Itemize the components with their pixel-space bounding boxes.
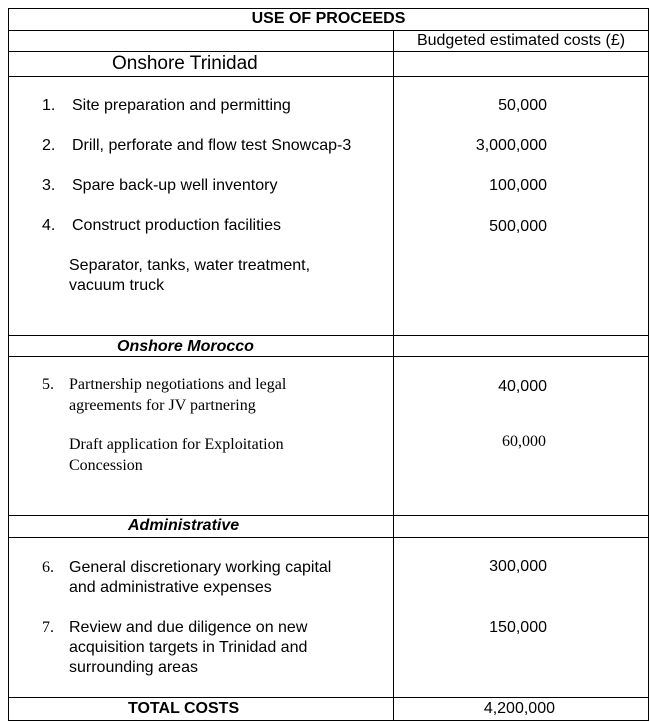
- border-left: [8, 8, 9, 721]
- total-label: TOTAL COSTS: [128, 700, 240, 717]
- item-number: 1.: [42, 97, 56, 114]
- section-heading-administrative: Administrative: [128, 517, 240, 534]
- row-divider-trinidad-end: [8, 335, 649, 336]
- item-number: 2.: [42, 137, 56, 154]
- list-item-draft-line: Draft application for Exploitation: [69, 436, 284, 453]
- item-cost: 3,000,000: [475, 137, 547, 154]
- list-item-2: [42, 136, 352, 156]
- row-divider-morocco-heading-top: [8, 356, 649, 357]
- section-heading-trinidad: Onshore Trinidad: [112, 53, 258, 74]
- list-item-7-line: surrounding areas: [69, 659, 198, 676]
- item-cost: 40,000: [498, 378, 547, 395]
- row-divider-trinidad-heading: [8, 76, 649, 77]
- item-cost: 50,000: [498, 97, 547, 114]
- item-cost: 150,000: [489, 619, 547, 636]
- list-item-3: [42, 176, 278, 196]
- item-label: Spare back-up well inventory: [72, 177, 278, 194]
- list-item-6-number: 6.: [42, 559, 54, 576]
- list-item-draft-line: Concession: [69, 457, 143, 474]
- border-right: [648, 8, 649, 721]
- list-item-1: [42, 96, 291, 116]
- border-bottom: [8, 720, 649, 721]
- section-heading-morocco: Onshore Morocco: [117, 338, 254, 355]
- row-divider-admin-end: [8, 697, 649, 698]
- item-note-line: Separator, tanks, water treatment,: [69, 257, 311, 274]
- item-number: 3.: [42, 177, 56, 194]
- cost-column-header: Budgeted estimated costs (£): [416, 32, 626, 49]
- item-cost: 60,000: [502, 433, 546, 450]
- item-note-line: vacuum truck: [69, 277, 165, 294]
- list-item-4: [42, 216, 281, 236]
- list-item-5-number: 5.: [42, 376, 54, 393]
- row-divider-morocco-end: [8, 515, 649, 516]
- item-cost: 300,000: [489, 558, 547, 575]
- list-item-6-line: General discretionary working capital: [69, 559, 332, 576]
- item-label: Construct production facilities: [72, 217, 281, 234]
- item-number: 4.: [42, 217, 56, 234]
- item-cost: 500,000: [489, 218, 547, 235]
- list-item-7-line: Review and due diligence on new: [69, 619, 308, 636]
- list-item-5-line: agreements for JV partnering: [69, 397, 256, 414]
- list-item-7-line: acquisition targets in Trinidad and: [69, 639, 308, 656]
- list-item-7-number: 7.: [42, 619, 54, 636]
- item-label: Site preparation and permitting: [72, 97, 291, 114]
- list-item-6-line: and administrative expenses: [69, 579, 272, 596]
- item-label: Drill, perforate and flow test Snowcap-3: [72, 137, 352, 154]
- item-cost: 100,000: [489, 177, 547, 194]
- row-divider-header: [8, 51, 649, 52]
- row-divider-admin-heading: [8, 537, 649, 538]
- total-value: 4,200,000: [483, 700, 555, 717]
- column-divider: [393, 30, 394, 721]
- table-title: USE OF PROCEEDS: [251, 10, 406, 27]
- list-item-5-line: Partnership negotiations and legal: [69, 376, 287, 393]
